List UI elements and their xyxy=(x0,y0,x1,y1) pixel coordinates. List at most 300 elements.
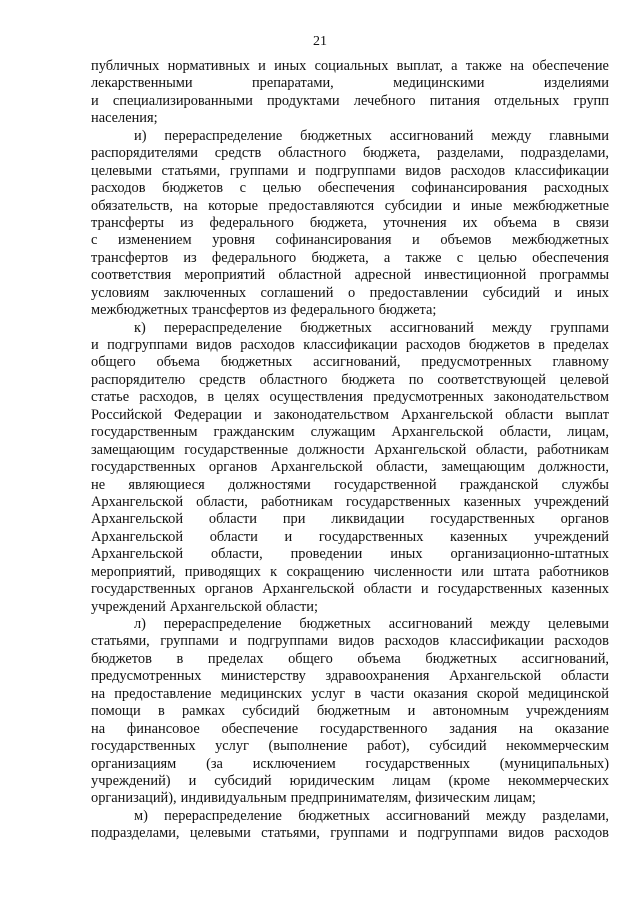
word: из xyxy=(180,214,194,231)
word: видов xyxy=(508,825,545,842)
word: подразделами, xyxy=(91,825,180,842)
text-line xyxy=(91,232,609,249)
word: и xyxy=(258,58,266,74)
word: государственные xyxy=(184,441,288,458)
word: и xyxy=(554,284,563,301)
word: численности xyxy=(373,563,452,580)
word: государственных xyxy=(91,738,196,755)
word: бюджета, xyxy=(362,145,421,162)
word: Архангельской xyxy=(262,581,355,598)
word: расходов xyxy=(240,337,295,353)
word: при xyxy=(282,511,306,528)
word: не xyxy=(91,476,106,493)
word: Архангельской xyxy=(91,511,184,528)
word: ассигнований, xyxy=(521,650,609,667)
text-line xyxy=(91,285,609,302)
word: подразделами, xyxy=(520,145,609,162)
word: объема xyxy=(493,214,538,231)
word: должностями xyxy=(228,476,311,493)
word: казенных xyxy=(450,528,508,545)
word: работникам xyxy=(260,493,333,510)
word: должности, xyxy=(538,459,609,476)
word: разделами, xyxy=(542,807,609,824)
word: между xyxy=(491,127,532,144)
word: исключением xyxy=(252,755,336,772)
word: подгруппами xyxy=(247,633,328,650)
text-line xyxy=(91,58,609,75)
word: областной xyxy=(278,267,342,284)
word: служащим xyxy=(310,424,376,441)
word: расходных xyxy=(543,180,609,197)
word: подгруппами xyxy=(417,825,498,842)
text-line xyxy=(91,633,609,650)
text-line xyxy=(91,407,609,424)
word: перераспределение xyxy=(163,616,282,632)
word: объема xyxy=(357,650,401,667)
word: соответствия xyxy=(91,267,172,284)
word: по xyxy=(408,371,424,388)
word: группами xyxy=(330,825,389,842)
text-line xyxy=(91,738,609,755)
word: Российской xyxy=(91,406,162,423)
word: обязательств, xyxy=(91,197,173,214)
text-line xyxy=(91,75,609,92)
word: медицинских xyxy=(220,685,303,702)
word: бюджета; xyxy=(378,302,437,319)
word: государственных xyxy=(430,511,535,528)
word: расходов xyxy=(554,633,609,650)
word: государственного xyxy=(319,720,428,737)
word: продуктами xyxy=(266,92,340,109)
word: бюджетов xyxy=(468,337,530,353)
word: в xyxy=(553,214,560,231)
text-line xyxy=(91,320,609,337)
word: мероприятий, xyxy=(91,563,176,580)
word: предусмотренных xyxy=(421,354,532,371)
word: ассигнований xyxy=(389,127,474,144)
word: ассигнований xyxy=(390,319,474,336)
word: в xyxy=(538,337,545,353)
word: услуг xyxy=(215,738,249,755)
word: группами xyxy=(160,633,219,650)
word: Архангельской xyxy=(91,546,184,563)
word: заключенных xyxy=(163,284,247,301)
word: области xyxy=(209,528,258,545)
word: скорой xyxy=(476,685,519,702)
word: к xyxy=(270,563,278,580)
paragraph xyxy=(91,128,609,320)
word: статьями, xyxy=(91,633,150,650)
text-line xyxy=(91,302,609,319)
word: в xyxy=(207,389,215,406)
word: лекарственными xyxy=(91,75,193,92)
word: целью xyxy=(478,249,517,266)
word: и xyxy=(452,197,461,214)
word: предоставляются xyxy=(268,197,375,214)
text-line xyxy=(91,163,609,180)
word: казенных xyxy=(551,581,609,598)
word: трансферты xyxy=(91,214,164,231)
word: субсидий xyxy=(482,284,540,301)
text-line xyxy=(91,128,609,145)
text-line xyxy=(91,564,609,581)
word: иных xyxy=(576,284,609,301)
word: и xyxy=(254,406,262,423)
word: юридическим xyxy=(289,772,375,789)
text-line xyxy=(91,337,609,354)
word: с xyxy=(456,249,464,266)
text-line xyxy=(91,581,609,598)
word: публичных xyxy=(91,58,160,74)
word: области; xyxy=(265,598,318,615)
word: связи xyxy=(575,214,609,231)
word: населения; xyxy=(91,110,158,127)
word: целью xyxy=(262,180,302,197)
word: областного xyxy=(278,145,347,162)
word: выплат, xyxy=(396,58,443,74)
word: расходов xyxy=(405,337,461,353)
word: их xyxy=(462,214,478,231)
word: государственных xyxy=(91,581,196,598)
word: видов xyxy=(196,337,232,353)
word: и xyxy=(420,581,429,598)
text-line xyxy=(91,546,609,563)
text-line xyxy=(91,494,609,511)
word: должности xyxy=(297,441,365,458)
paragraph xyxy=(91,808,609,843)
text-line xyxy=(91,825,609,842)
word: на xyxy=(91,720,106,737)
word: области, xyxy=(376,459,428,476)
word: органов xyxy=(204,581,254,598)
word: федерального xyxy=(209,214,294,231)
word: здравоохранения xyxy=(325,668,430,685)
word: лицам xyxy=(392,772,431,789)
word: инвестиционной xyxy=(424,267,527,284)
word: федерального xyxy=(211,249,297,266)
word: трансфертов xyxy=(191,302,270,319)
word: целевыми xyxy=(91,162,152,179)
word: Архангельской xyxy=(91,493,184,510)
word: и xyxy=(229,633,238,650)
text-line xyxy=(91,808,609,825)
word: межбюджетных xyxy=(512,232,609,249)
word: области, xyxy=(196,493,248,510)
word: законодательством xyxy=(273,406,389,423)
word: автономным xyxy=(432,703,509,720)
word: бюджета, xyxy=(309,214,368,231)
word: Архангельской xyxy=(401,406,494,423)
word: расходов xyxy=(554,825,609,842)
word: услуг xyxy=(311,685,346,702)
word: главному xyxy=(552,354,609,371)
word: лечебного xyxy=(353,92,416,109)
text-line xyxy=(91,721,609,738)
word: межбюджетные xyxy=(512,197,609,214)
text-line xyxy=(91,180,609,197)
word: гражданским xyxy=(213,424,295,441)
word: классификации xyxy=(303,337,398,353)
word: между xyxy=(492,319,533,336)
word: классификации xyxy=(514,162,609,179)
word: бюджетных xyxy=(299,616,371,632)
word: видов xyxy=(405,162,442,179)
word: физическим xyxy=(415,790,490,807)
word: подгруппами xyxy=(315,162,396,179)
word: условиям xyxy=(91,284,150,301)
word: учреждениям xyxy=(526,703,609,720)
text-line xyxy=(91,477,609,494)
word: области, xyxy=(499,424,552,441)
word: государственных xyxy=(91,459,196,476)
text-line xyxy=(91,250,609,267)
word: государственных xyxy=(318,528,424,545)
word: рамках xyxy=(181,703,226,720)
word: изменением xyxy=(117,232,192,249)
word: питания xyxy=(429,92,480,109)
word: мероприятий xyxy=(184,267,266,284)
word: социальных xyxy=(314,58,389,74)
word: целевыми xyxy=(189,825,251,842)
word: выплат xyxy=(565,406,609,423)
word: финансовое xyxy=(126,720,200,737)
word: уточнения xyxy=(383,214,447,231)
word: м) xyxy=(134,807,148,824)
word: медицинской xyxy=(527,685,609,702)
word: иные xyxy=(470,197,503,214)
text-line xyxy=(91,651,609,668)
word: в xyxy=(354,685,362,702)
word: адресной xyxy=(354,267,412,284)
word: распорядителями xyxy=(91,145,198,162)
word: между xyxy=(486,807,527,824)
word: ассигнований, xyxy=(313,354,401,371)
word: перераспределение xyxy=(164,127,283,144)
word: и xyxy=(407,703,416,720)
text-line xyxy=(91,599,609,616)
word: органов xyxy=(208,459,258,476)
word: нормативных xyxy=(167,58,250,74)
word: расходов, xyxy=(139,389,198,406)
word: (муниципальных) xyxy=(499,755,609,772)
word: осуществления xyxy=(269,389,364,406)
word: главными xyxy=(549,127,609,144)
word: обеспечения xyxy=(532,249,609,266)
word: бюджетным xyxy=(316,703,391,720)
word: бюджетов xyxy=(91,650,152,667)
word: целях xyxy=(224,389,260,406)
word: области xyxy=(505,406,554,423)
word: государственных xyxy=(437,581,543,598)
word: группами xyxy=(550,319,609,336)
word: распорядителю xyxy=(91,371,186,388)
text-line xyxy=(91,110,609,127)
text-line xyxy=(91,93,609,110)
word: государственных xyxy=(345,493,451,510)
word: уровня xyxy=(212,232,255,249)
word: изделиями xyxy=(543,75,609,92)
text-line xyxy=(91,668,609,685)
word: и xyxy=(412,232,420,249)
text-line xyxy=(91,424,609,441)
word: обеспечения xyxy=(317,180,395,197)
text-line xyxy=(91,529,609,546)
word: учреждений xyxy=(534,528,609,545)
word: некоммерческих xyxy=(507,772,609,789)
word: на xyxy=(518,720,533,737)
word: замещающим xyxy=(441,459,525,476)
word: оказание xyxy=(554,720,609,737)
word: казенных xyxy=(463,493,522,510)
word: предоставление xyxy=(114,685,212,702)
word: в xyxy=(176,650,184,667)
word: средств xyxy=(214,145,262,162)
text-line xyxy=(91,756,609,773)
word: Архангельской xyxy=(270,459,363,476)
text-line xyxy=(91,442,609,459)
word: бюджета xyxy=(341,371,395,388)
word: (кроме xyxy=(448,772,490,789)
word: области xyxy=(208,511,257,528)
text-line xyxy=(91,372,609,389)
word: и xyxy=(297,162,306,179)
word: статьями, xyxy=(261,825,320,842)
word: Архангельской xyxy=(91,528,184,545)
word: на xyxy=(91,685,106,702)
word: расходов xyxy=(384,633,440,650)
word: и xyxy=(91,337,99,353)
word: медицинскими xyxy=(393,75,485,92)
word: оказания xyxy=(413,685,468,702)
word: являющиеся xyxy=(128,476,205,493)
word: пределах xyxy=(553,337,609,353)
word: органов xyxy=(560,511,609,528)
word: некоммерческим xyxy=(506,738,609,755)
word: государственной xyxy=(334,476,437,493)
word: предусмотренных xyxy=(373,389,484,406)
word: перераспределение xyxy=(164,807,282,824)
word: проведении xyxy=(290,546,363,563)
word: бюджетных xyxy=(298,807,370,824)
text-line xyxy=(91,267,609,284)
text-line xyxy=(91,145,609,162)
word: целевыми xyxy=(548,616,609,632)
word: разделами, xyxy=(437,145,504,162)
word: индивидуальным xyxy=(180,790,287,807)
word: пределах xyxy=(207,650,264,667)
word: статьями, xyxy=(161,162,221,179)
paragraph xyxy=(91,616,609,808)
word: и xyxy=(399,825,408,842)
text-line xyxy=(91,215,609,232)
word: статье xyxy=(91,389,130,406)
word: межбюджетных xyxy=(91,302,188,319)
document-body xyxy=(91,58,609,843)
word: ассигнований xyxy=(386,807,470,824)
word: и xyxy=(91,92,99,109)
word: Архангельской xyxy=(169,598,262,615)
word: субсидий xyxy=(242,703,300,720)
word: гражданской xyxy=(459,476,539,493)
text-line xyxy=(91,790,609,807)
word: областного xyxy=(259,371,328,388)
word: субсидий xyxy=(214,772,272,789)
word: целевой xyxy=(559,371,609,388)
word: области xyxy=(363,581,412,598)
word: общего xyxy=(91,354,136,371)
word: работников xyxy=(539,563,609,580)
word: общего xyxy=(288,650,333,667)
text-line xyxy=(91,511,609,528)
word: препаратами, xyxy=(251,75,334,92)
word: лицам, xyxy=(567,424,609,441)
word: иных xyxy=(274,58,307,74)
word: организаций), xyxy=(91,790,177,807)
word: бюджета, xyxy=(311,249,369,266)
word: а xyxy=(451,58,458,74)
word: или xyxy=(461,563,484,580)
word: иных xyxy=(390,546,423,563)
paragraph xyxy=(91,58,609,128)
word: сокращению xyxy=(286,563,365,580)
word: л) xyxy=(134,616,146,632)
word: специализированными xyxy=(112,92,253,109)
word: классификации xyxy=(449,633,544,650)
word: группами xyxy=(229,162,289,179)
word: трансфертов xyxy=(91,249,169,266)
word: федерального xyxy=(290,302,375,319)
word: из xyxy=(273,302,287,319)
word: на xyxy=(183,197,198,214)
word: лицам; xyxy=(493,790,536,807)
word: работникам xyxy=(537,441,609,458)
word: и xyxy=(284,528,293,545)
word: бюджетных xyxy=(300,127,372,144)
paragraph xyxy=(91,320,609,616)
word: (выполнение xyxy=(268,738,348,755)
word: между xyxy=(490,616,531,632)
word: работ), xyxy=(367,738,410,755)
word: обеспечение xyxy=(221,720,299,737)
text-line xyxy=(91,686,609,703)
word: приводящих xyxy=(184,563,261,580)
word: на xyxy=(509,58,525,74)
word: государственных xyxy=(365,755,470,772)
text-line xyxy=(91,459,609,476)
word: субсидии xyxy=(384,197,443,214)
word: области xyxy=(560,668,609,685)
word: средств xyxy=(199,371,246,388)
word: софинансирования xyxy=(275,232,392,249)
word: объемов xyxy=(440,232,492,249)
word: бюджетов xyxy=(162,180,224,197)
word: министерству xyxy=(221,668,306,685)
text-line xyxy=(91,354,609,371)
word: учреждений xyxy=(91,598,166,615)
text-line xyxy=(91,389,609,406)
word: и) xyxy=(134,127,147,144)
word: отдельных xyxy=(494,92,560,109)
word: софинансирования xyxy=(411,180,528,197)
text-line xyxy=(91,703,609,720)
word: видов xyxy=(338,633,375,650)
word: организационно-штатных xyxy=(450,546,609,563)
word: перераспределение xyxy=(164,319,282,336)
word: также xyxy=(465,58,502,74)
word: помощи xyxy=(91,703,141,720)
word: области, xyxy=(210,546,263,563)
word: соответствующей xyxy=(437,371,546,388)
